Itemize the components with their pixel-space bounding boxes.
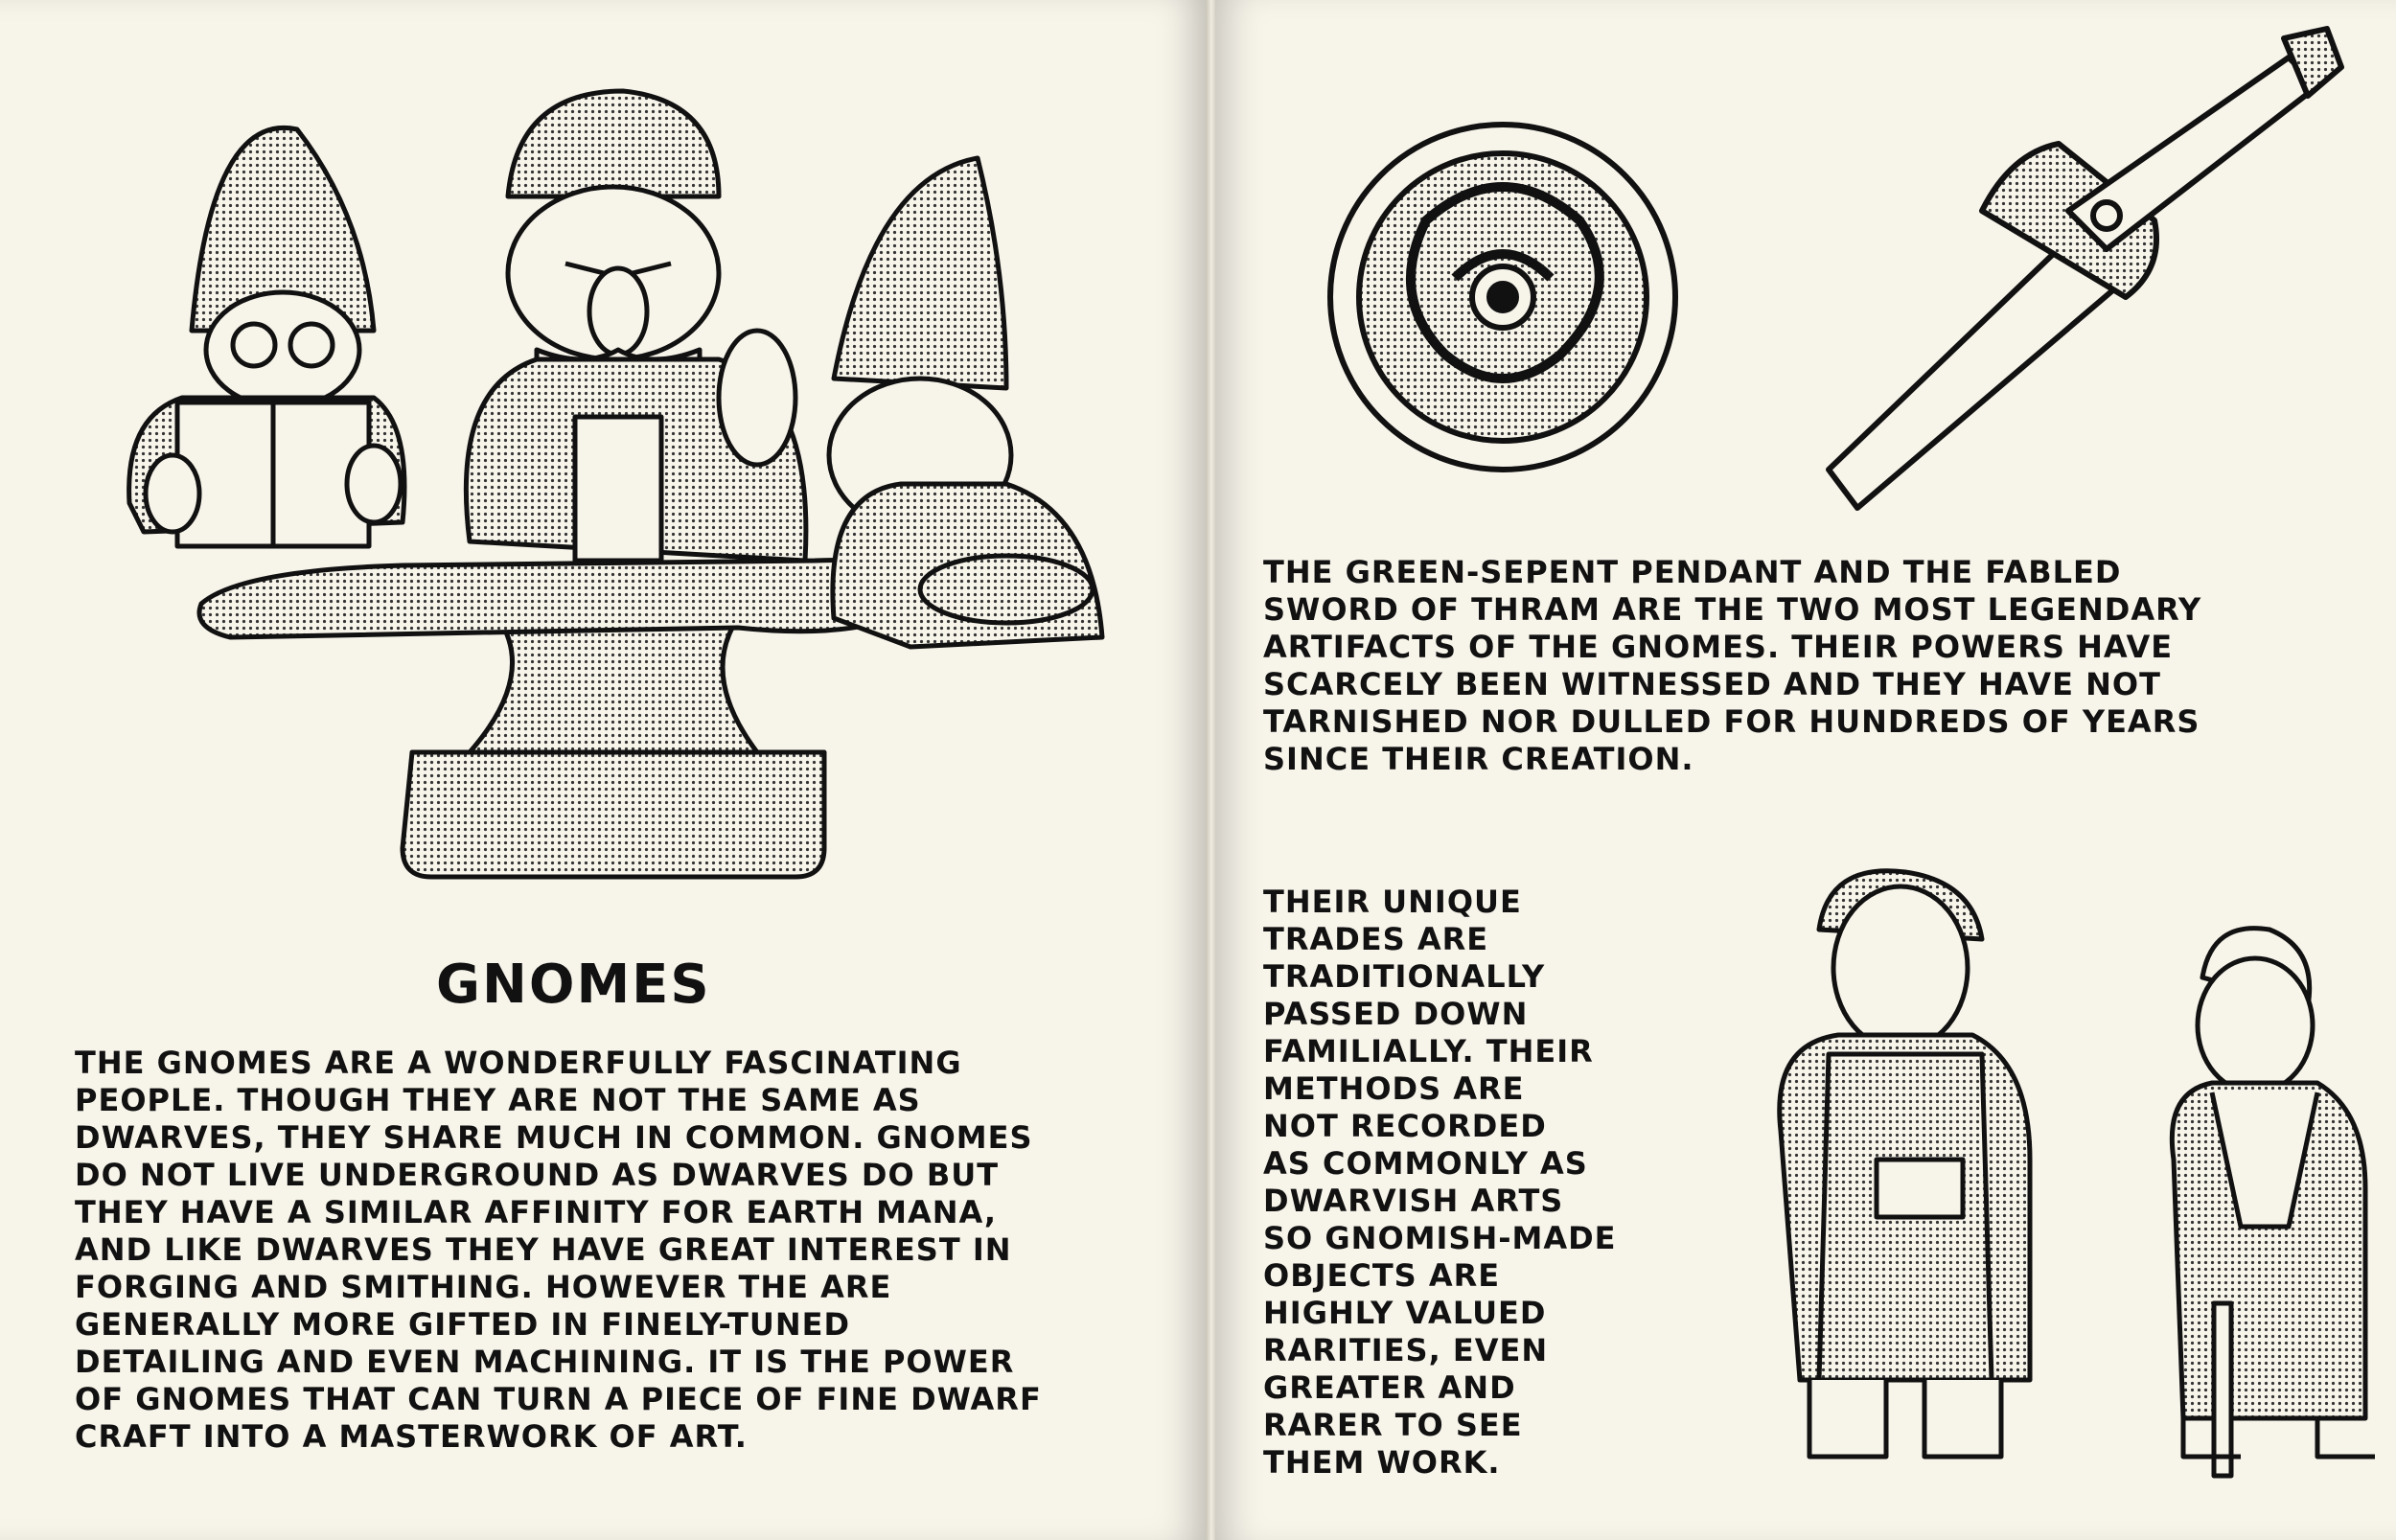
three-gnomes-at-anvil-illustration bbox=[86, 81, 1160, 934]
gnomes-description: THE GNOMES ARE A WONDERFULLY FASCINATING PEOPLE. THOUGH THEY ARE NOT THE SAME AS DWARVES, THEY SHARE MUCH IN COMMON. GNOMES DO NOT LIVE UNDERGROUND AS DWARVES DO BUT THEY HAVE A SIMILAR AFFINITY FOR EARTH MANA, AND LIKE DWARVES THEY HAVE GREAT INTEREST IN FORGING AND SMITHING. HOWEVER THE ARE GENERALLY MORE GIFTED IN FINELY-TUNED DETAILING AND EVEN MACHINING. IT IS THE POWER OF GNOMES THAT CAN TURN A PIECE OF FINE DWARF CRAFT INTO A MASTERWORK OF ART. bbox=[75, 1045, 1042, 1455]
serpent-pendant-illustration bbox=[1311, 115, 1694, 479]
page-title: GNOMES bbox=[436, 954, 711, 1016]
two-gnome-artisans-illustration bbox=[1666, 843, 2394, 1514]
sword-of-thram-illustration bbox=[1752, 19, 2365, 517]
trades-description: THEIR UNIQUE TRADES ARE TRADITIONALLY PASSED DOWN FAMILIALLY. THEIR METHODS ARE NOT RECORDED AS COMMONLY AS DWARVISH ARTS SO GNOMISH-MADE OBJECTS ARE HIGHLY VALUED RARITIES, EVEN GREATER AND RARER TO SEE THEM WORK. bbox=[1263, 884, 1617, 1481]
right-page bbox=[1215, 0, 2396, 1540]
book-gutter bbox=[1206, 0, 1215, 1540]
artifacts-description: THE GREEN-SEPENT PENDANT AND THE FABLED SWORD OF THRAM ARE THE TWO MOST LEGENDARY ARTIFACTS OF THE GNOMES. THEIR POWERS HAVE SCARCELY BEEN WITNESSED AND THEY HAVE NOT TARNISHED NOR DULLED FOR HUNDREDS OF YEARS SINCE THEIR CREATION. bbox=[1263, 554, 2202, 777]
